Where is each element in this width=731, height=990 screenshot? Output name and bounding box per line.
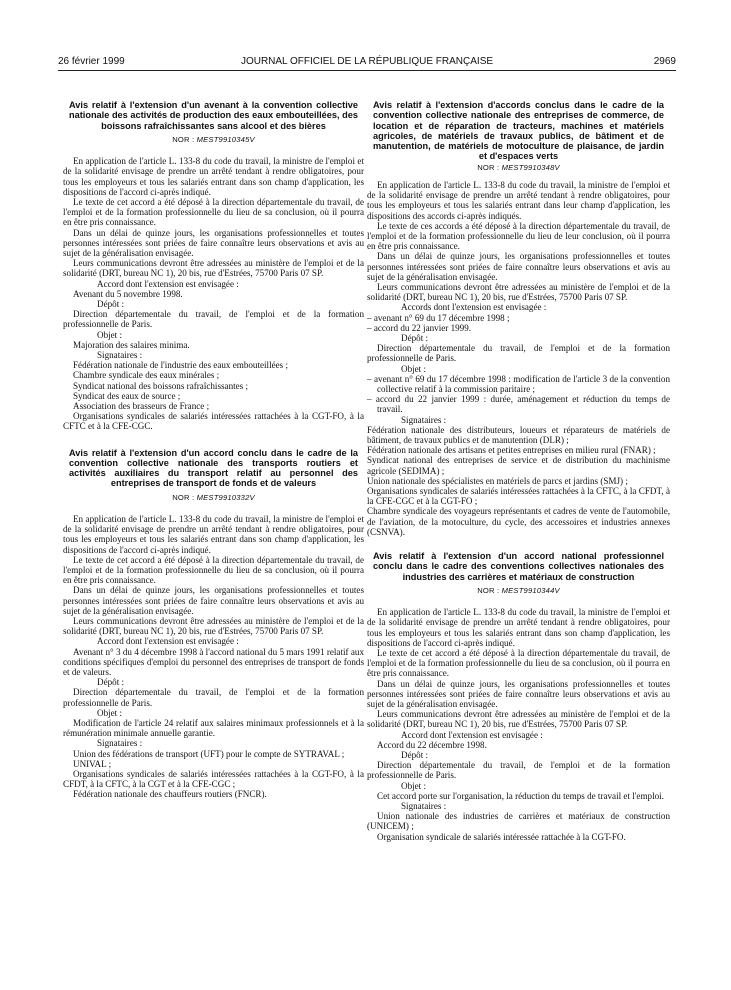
section-label: Dépôt : (97, 298, 125, 309)
paragraph: En application de l'article L. 133-8 du code du travail, la ministre de l'emploi et de la solidarité envisage de prendre un arrêté tendant à rendre obligatoires, pour tous les employeurs et tous les salariés entrant dans son champ d'application, les dispositions de l'accord ci-après indiqué. (367, 607, 670, 648)
section-value: Majoration des salaires minima. (73, 339, 190, 350)
paragraph: Dans un délai de quinze jours, les organisations professionnelles et toutes personnes intéressées sont priées de faire connaître leurs observations et avis au sujet de la généralisation envisagée. (367, 678, 670, 710)
nor-label: NOR : (477, 585, 500, 595)
paragraph: Le texte de cet accord a été déposé à la direction départementale du travail, de l'emploi et de la formation professionnelle du lieu de sa conclusion, où il pourra en être pris connaissance. (63, 196, 364, 228)
section-label: Dépôt : (97, 677, 125, 688)
paragraph: Leurs communications devront être adressées au ministère de l'emploi et de la solidarité (DRT, bureau NC 1), 20 bis, rue d'Estrées, 75700 Paris 07 SP. (367, 709, 670, 730)
section-value: Direction départementale du travail, de l'emploi et de la formation professionnelle de Paris. (367, 760, 670, 781)
paragraph: En application de l'article L. 133-8 du code du travail, la ministre de l'emploi et de la solidarité envisage de prendre un arrêté tendant à rendre obligatoires, pour tous les employeurs et tous les salariés entrant dans son champ d'application, les dispositions de l'accord ci-après indiqué. (63, 156, 364, 197)
section-value: – accord du 22 janvier 1999. (367, 322, 472, 333)
section-value: – accord du 22 janvier 1999 : durée, aménagement et réduction du temps de travail. (367, 394, 670, 415)
signatory: Fédération nationale de l'industrie des eaux embouteillées ; (73, 360, 289, 371)
section-label: Signataires : (401, 414, 447, 425)
section-value: Avenant du 5 novembre 1998. (73, 288, 183, 299)
nor-code: MEST9910345V (196, 134, 255, 144)
section-label: Signataires : (97, 738, 143, 749)
notice-eaux-embouteillees (63, 100, 364, 432)
section-value: Cet accord porte sur l'organisation, la réduction du temps de travail et l'emploi. (377, 790, 664, 801)
signatory: Union nationale des spécialistes en matériels de parcs et jardins (SMJ) ; (367, 475, 628, 486)
signatory: Chambre syndicale des eaux minérales ; (73, 370, 220, 381)
nor-label: NOR : (172, 134, 195, 144)
signatory: Fédération nationale des distributeurs, loueurs et réparateurs de matériels de bâtiment, de travaux publics et de manutention (DLR) ; (367, 424, 670, 446)
paragraph: Leurs communications devront être adressées au ministère de l'emploi et de la solidarité (DRT, bureau NC 1), 20 bis, rue d'Estrées, 75700 Paris 07 SP. (63, 616, 364, 637)
section-value: Direction départementale du travail, de l'emploi et de la formation professionnelle de Paris. (63, 309, 364, 330)
signatory: Fédération nationale des chauffeurs routiers (FNCR). (73, 789, 267, 800)
notice-title: Avis relatif à l'extension d'un avenant à la convention collective nationale des activités de production des eaux embouteillées, des boissons rafraîchissantes sans alcool et des bières (69, 100, 358, 131)
signatory: Organisations syndicales de salariés intéressées rattachées à la CGT-FO, à la CFTC et à la CFE-CGC. (63, 411, 364, 432)
header-journal-title: JOURNAL OFFICIEL DE LA RÉPUBLIQUE FRANÇAISE (240, 56, 494, 67)
section-value: Direction départementale du travail, de l'emploi et de la formation professionnelle de Paris. (63, 687, 364, 708)
signatory: Fédération nationale des artisans et petites entreprises en milieu rural (FNAR) ; (367, 445, 656, 456)
section-value: Avenant n° 3 du 4 décembre 1998 à l'accord national du 5 mars 1991 relatif aux conditions spécifiques d'emploi du personnel des entreprises de transport de fonds et de valeurs. (63, 646, 364, 678)
signatory: Organisations syndicales de salariés intéressées rattachées à la CGT-FO, à la CFDT, à la CFTC, à la CGT et à la CFE-CGC ; (63, 769, 364, 790)
paragraph: En application de l'article L. 133-8 du code du travail, la ministre de l'emploi et de la solidarité envisage de prendre un arrêté tendant à rendre obligatoires, pour tous les employeurs et tous les salariés entrant dans leur champ d'application, les dispositions des accords ci-après indiqués. (367, 179, 670, 221)
section-label: Accord dont l'extension est envisagée : (401, 729, 543, 740)
section-label: Objet : (401, 363, 427, 374)
paragraph: Dans un délai de quinze jours, les organisations professionnelles et toutes personnes intéressées sont priées de faire connaître leurs observations et avis au sujet de la généralisation envisagée. (63, 585, 364, 616)
nor-code: MEST9910332V (196, 492, 255, 502)
section-label: Accords dont l'extension est envisagée : (401, 302, 547, 313)
signatory: Union des fédérations de transport (UFT) pour le compte de SYTRAVAL ; (73, 748, 345, 759)
notice-materiels-agricoles (367, 100, 670, 537)
signatory: Organisations syndicales de salariés intéressées rattachées à la CFTC, à la CFDT, à la CFE-CGC et à la CGT-FO ; (367, 486, 670, 507)
notice-spacer (63, 432, 364, 448)
paragraph: Leurs communications devront être adressées au ministère de l'emploi et de la solidarité (DRT, bureau NC 1), 20 bis, rue d'Estrées, 75700 Paris 07 SP. (63, 258, 364, 279)
notice-transport-fonds-valeurs (63, 448, 364, 800)
section-label: Signataires : (97, 349, 143, 360)
paragraph: Le texte de cet accord a été déposé à la direction départementale du travail, de l'emploi et de la formation professionnelle du lieu de sa conclusion, où il pourra en être pris connaissance. (63, 554, 364, 586)
notice-title: Avis relatif à l'extension d'un accord conclu dans le cadre de la convention collective nationale des transports routiers et activités auxiliaires du transport relatif au personnel des entreprises de transport de fonds et de valeurs (69, 447, 358, 489)
section-label: Accord dont l'extension est envisagée : (97, 636, 239, 647)
signatory: Syndicat des eaux de source ; (73, 390, 181, 401)
nor-label: NOR : (477, 162, 500, 172)
nor-reference (367, 586, 670, 596)
right-column (367, 100, 670, 842)
section-label: Objet : (401, 780, 427, 791)
notice-title: Avis relatif à l'extension d'un accord national professionnel conclu dans le cadre des conventions collectives nationales des industries des carrières et matériaux de construction (373, 551, 664, 582)
header-date: 26 février 1999 (58, 56, 125, 67)
nor-label: NOR : (172, 492, 195, 502)
section-label: Signataires : (401, 801, 447, 812)
nor-code: MEST9910348V (501, 162, 560, 172)
section-value: Accord du 22 décembre 1998. (377, 739, 487, 750)
signatory: Organisation syndicale de salariés intéressée rattachée à la CGT-FO. (377, 831, 626, 842)
left-column (63, 100, 364, 800)
nor-reference (63, 493, 364, 503)
paragraph: Dans un délai de quinze jours, les organisations professionnelles et toutes personnes intéressées sont priées de faire connaître leurs observations et avis au sujet de la généralisation envisagée. (367, 251, 670, 282)
notice-carrieres-materiaux (367, 551, 670, 842)
nor-code: MEST9910344V (501, 585, 560, 595)
section-label: Dépôt : (401, 750, 429, 761)
section-label: Objet : (97, 707, 123, 718)
paragraph: Le texte de cet accord a été déposé à la direction départementale du travail, de l'emploi et de la formation professionnelle du lieu de sa conclusion, où il pourra en être pris connaissance. (367, 648, 670, 679)
paragraph: Le texte de ces accords a été déposé à la direction départementale du travail, de l'emploi et de la formation professionnelle du lieu de leur conclusion, où il pourra en être pris connaissance. (367, 220, 670, 252)
notice-spacer (367, 537, 670, 551)
paragraph: En application de l'article L. 133-8 du code du travail, la ministre de l'emploi et de la solidarité envisage de prendre un arrêté tendant à rendre obligatoires, pour tous les employeurs et tous les salariés entrant dans son champ d'application, les dispositions de l'accord ci-après indiqué. (63, 513, 364, 555)
notice-title: Avis relatif à l'extension d'accords conclus dans le cadre de la convention collective nationale des entreprises de commerce, de location et de réparation de tracteurs, machines et matériels agricoles, de matériels de travaux publics, de bâtiment et de manutention, de matériels de motoculture de plaisance, de jardin et d'espaces verts (373, 100, 664, 162)
section-value: – avenant n° 69 du 17 décembre 1998 : modification de l'article 3 de la convention collective relatif à la commission paritaire ; (367, 373, 670, 395)
paragraph: Dans un délai de quinze jours, les organisations professionnelles et toutes personnes intéressées sont priées de faire connaître leurs observations et avis au sujet de la généralisation envisagée. (63, 227, 364, 258)
signatory: Syndicat national des boissons rafraîchissantes ; (73, 380, 249, 391)
signatory: UNIVAL ; (73, 758, 112, 769)
section-label: Objet : (97, 329, 123, 340)
nor-reference (367, 163, 670, 173)
page-header (58, 56, 676, 70)
section-value: – avenant n° 69 du 17 décembre 1998 ; (367, 312, 510, 323)
signatory: Syndicat national des entreprises de service et de distribution du machinisme agricole (SEDIMA) ; (367, 455, 670, 476)
header-rule (58, 70, 676, 71)
section-value: Modification de l'article 24 relatif aux salaires minimaux professionnels et à la rémunération minimale annuelle garantie. (63, 718, 364, 739)
nor-reference (63, 135, 364, 145)
section-value: Direction départementale du travail, de l'emploi et de la formation professionnelle de Paris. (367, 343, 670, 364)
signatory: Association des brasseurs de France ; (73, 400, 210, 411)
signatory: Union nationale des industries de carrières et matériaux de construction (UNICEM) ; (367, 811, 670, 832)
header-page-number: 2969 (653, 56, 676, 67)
section-label: Dépôt : (401, 333, 429, 344)
signatory: Chambre syndicale des voyageurs représentants et cadres de vente de l'automobile, de l'aviation, de la motoculture, du cycle, des accessoires et industries annexes (CSNVA). (367, 506, 670, 537)
section-label: Accord dont l'extension est envisagée : (97, 278, 239, 289)
paragraph: Leurs communications devront être adressées au ministère de l'emploi et de la solidarité (DRT, bureau NC 1), 20 bis, rue d'Estrées, 75700 Paris 07 SP. (367, 282, 670, 303)
